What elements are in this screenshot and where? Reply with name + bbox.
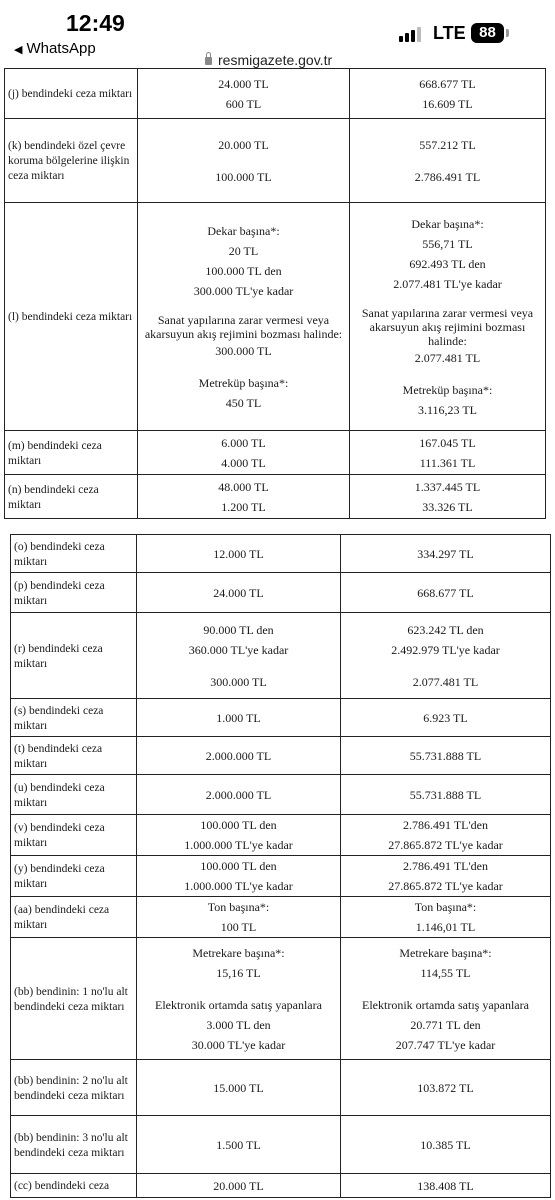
row-label-cell — [11, 1174, 137, 1198]
amount-line — [350, 368, 545, 380]
signal-icon — [399, 26, 421, 42]
amount-line: 668.677 TL — [417, 585, 474, 600]
lock-icon — [205, 57, 212, 65]
amount-line: 556,71 TL — [422, 236, 473, 251]
amount-line: 138.408 TL — [417, 1178, 474, 1193]
table-row — [11, 699, 551, 737]
amount-line: 10.385 TL — [420, 1137, 471, 1152]
new-amount-cell — [350, 203, 546, 431]
amount-line — [350, 294, 545, 306]
row-label-cell — [11, 613, 137, 699]
amount-line: 600 TL — [225, 96, 262, 111]
old-amount-cell — [138, 69, 350, 119]
row-label-cell — [5, 203, 138, 431]
old-amount-cell — [138, 119, 350, 203]
amount-line: 207.747 TL'ye kadar — [395, 1037, 496, 1052]
clock: 12:49 — [66, 10, 125, 36]
amount-line: 2.000.000 TL — [205, 748, 272, 763]
amount-line: 1.146,01 TL — [415, 920, 476, 934]
old-amount-cell — [138, 203, 350, 431]
old-amount-cell — [138, 475, 350, 519]
amount-line: 12.000 TL — [213, 546, 264, 561]
row-label: (cc) bendindeki ceza — [14, 1180, 110, 1192]
row-label-cell — [11, 1060, 137, 1116]
amount-line — [137, 983, 340, 995]
new-amount-cell — [341, 897, 551, 938]
row-label: (o) bendindeki ceza miktarı — [14, 540, 105, 568]
amount-line: 6.923 TL — [423, 710, 468, 725]
amount-line: 27.865.872 TL'ye kadar — [388, 838, 503, 852]
row-label-cell — [11, 737, 137, 775]
amount-line: 2.077.481 TL — [412, 674, 479, 689]
back-arrow-icon: ◀ — [14, 44, 23, 56]
amount-line: Elektronik ortamda satış yapanlara — [155, 997, 322, 1012]
amount-line: 90.000 TL den — [203, 622, 274, 637]
table-row — [11, 815, 551, 856]
row-label-cell — [11, 815, 137, 856]
table-row — [5, 69, 546, 119]
amount-line — [341, 983, 550, 995]
row-label-cell — [5, 431, 138, 475]
amount-line: 27.865.872 TL'ye kadar — [388, 879, 503, 893]
new-amount-cell — [341, 938, 551, 1060]
amount-line: 48.000 TL — [218, 479, 269, 494]
row-label-cell — [11, 775, 137, 815]
row-label: (r) bendindeki ceza miktarı — [14, 642, 103, 670]
table-row — [11, 775, 551, 815]
table-row — [11, 535, 551, 573]
amount-line: 2.000.000 TL — [205, 787, 272, 802]
amount-line: 100.000 TL den — [200, 859, 277, 873]
old-amount-cell — [137, 938, 341, 1060]
penalty-table-top — [4, 68, 546, 519]
url-bar[interactable] — [205, 52, 332, 68]
row-label: (p) bendindeki ceza miktarı — [14, 579, 105, 607]
amount-line: 1.000.000 TL'ye kadar — [184, 838, 293, 852]
amount-line: 2.786.491 TL'den — [403, 818, 488, 832]
row-label: (j) bendindeki ceza miktarı — [8, 88, 133, 100]
amount-line: 15.000 TL — [213, 1080, 264, 1095]
new-amount-cell — [341, 737, 551, 775]
table-row — [11, 573, 551, 613]
amount-line: 100.000 TL den — [200, 818, 277, 832]
amount-line: 24.000 TL — [218, 76, 269, 91]
amount-line: 15,16 TL — [216, 965, 261, 980]
amount-line: 55.731.888 TL — [409, 787, 482, 802]
old-amount-cell — [137, 573, 341, 613]
battery-cap-icon — [506, 29, 509, 37]
old-amount-cell — [137, 815, 341, 856]
amount-line: 103.872 TL — [417, 1080, 474, 1095]
amount-line: 24.000 TL — [213, 585, 264, 600]
amount-line: Sanat yapılarına zarar vermesi veya akarsuyun akış rejimini bozması halinde: — [361, 305, 534, 348]
row-label-cell — [11, 573, 137, 613]
amount-line: Metreküp başına*: — [402, 382, 493, 397]
amount-line: Metrekare başına*: — [192, 945, 285, 960]
amount-line: Sanat yapılarına zarar vermesi veya akarsuyun akış rejimini bozması halinde: — [144, 312, 343, 341]
amount-line: Ton başına*: — [207, 900, 270, 914]
amount-line: 360.000 TL'ye kadar — [188, 642, 289, 657]
back-to-app-button[interactable] — [14, 40, 96, 57]
old-amount-cell — [137, 1060, 341, 1116]
amount-line: 1.000 TL — [216, 710, 261, 725]
old-amount-cell — [137, 897, 341, 938]
row-label: (k) bendindeki özel çevre koruma bölgelerine ilişkin ceza miktarı — [8, 140, 130, 182]
old-amount-cell — [137, 737, 341, 775]
amount-line: 33.326 TL — [422, 499, 473, 514]
old-amount-cell — [137, 699, 341, 737]
amount-line: 2.786.491 TL'den — [403, 859, 488, 873]
new-amount-cell — [350, 69, 546, 119]
amount-line: 3.116,23 TL — [418, 402, 477, 417]
row-label: (bb) bendinin: 2 no'lu alt bendindeki ceza miktarı — [14, 1074, 128, 1102]
amount-line — [138, 301, 349, 313]
table-row — [11, 1060, 551, 1116]
old-amount-cell — [138, 431, 350, 475]
amount-line: 20.000 TL — [218, 137, 269, 152]
penalty-table-bottom — [10, 534, 551, 1198]
row-label-cell — [11, 535, 137, 573]
amount-line: 1.337.445 TL — [414, 479, 481, 494]
amount-line — [137, 660, 340, 672]
table-row — [5, 203, 546, 431]
row-label-cell — [11, 938, 137, 1060]
table-row — [11, 1116, 551, 1174]
row-label: (t) bendindeki ceza miktarı — [14, 742, 103, 770]
row-label: (aa) bendindeki ceza miktarı — [14, 904, 110, 931]
amount-line: Dekar başına*: — [411, 216, 484, 231]
row-label: (n) bendindeki ceza miktarı — [8, 483, 99, 511]
amount-line: 100 TL — [220, 920, 257, 934]
url-text: resmigazete.gov.tr — [218, 52, 333, 68]
amount-line: 300.000 TL — [210, 674, 267, 689]
amount-line: Metreküp başına*: — [198, 375, 289, 390]
new-amount-cell — [341, 699, 551, 737]
network-label: LTE — [433, 23, 466, 43]
table-row — [5, 475, 546, 519]
table-row — [5, 431, 546, 475]
amount-line: 1.000.000 TL'ye kadar — [184, 879, 293, 893]
amount-line: 3.000 TL den — [206, 1017, 271, 1032]
amount-line: 30.000 TL'ye kadar — [191, 1037, 286, 1052]
amount-line: 2.077.481 TL'ye kadar — [393, 276, 502, 291]
new-amount-cell — [341, 775, 551, 815]
amount-line: 334.297 TL — [417, 546, 474, 561]
battery-icon: 88 — [471, 23, 504, 43]
amount-line: 100.000 TL den — [205, 263, 282, 278]
table-row — [11, 737, 551, 775]
old-amount-cell — [137, 775, 341, 815]
new-amount-cell — [341, 815, 551, 856]
old-amount-cell — [137, 856, 341, 897]
new-amount-cell — [341, 1174, 551, 1198]
amount-line: Elektronik ortamda satış yapanlara — [362, 997, 529, 1012]
row-label-cell — [5, 69, 138, 119]
back-app-label: WhatsApp — [26, 40, 96, 57]
amount-line: 1.200 TL — [221, 499, 266, 514]
table-row — [11, 1174, 551, 1198]
row-label: (bb) bendinin: 1 no'lu alt bendindeki ceza miktarı — [14, 985, 128, 1013]
row-label: (l) bendindeki ceza miktarı — [8, 311, 133, 323]
new-amount-cell — [341, 1060, 551, 1116]
amount-line: 6.000 TL — [221, 435, 266, 450]
amount-line: 668.677 TL — [419, 76, 476, 91]
row-label: (bb) bendinin: 3 no'lu alt bendindeki ceza miktarı — [14, 1131, 128, 1159]
row-label-cell — [11, 897, 137, 938]
amount-line: Dekar başına*: — [207, 223, 280, 238]
amount-line — [350, 155, 545, 167]
new-amount-cell — [341, 1116, 551, 1174]
amount-line: 55.731.888 TL — [409, 748, 482, 763]
amount-line — [138, 361, 349, 373]
row-label: (u) bendindeki ceza miktarı — [14, 781, 105, 809]
row-label: (y) bendindeki ceza miktarı — [14, 863, 105, 890]
row-label: (s) bendindeki ceza miktarı — [14, 704, 104, 732]
amount-line: 2.786.491 TL — [414, 169, 481, 184]
amount-line: 20.000 TL — [213, 1178, 264, 1193]
table-row — [11, 897, 551, 938]
table-row — [11, 613, 551, 699]
new-amount-cell — [350, 431, 546, 475]
table-row — [11, 938, 551, 1060]
amount-line — [138, 155, 349, 167]
new-amount-cell — [350, 475, 546, 519]
amount-line — [341, 660, 550, 672]
amount-line: 2.492.979 TL'ye kadar — [391, 642, 500, 657]
row-label-cell — [5, 475, 138, 519]
old-amount-cell — [137, 613, 341, 699]
row-label-cell — [5, 119, 138, 203]
amount-line: 623.242 TL den — [407, 622, 484, 637]
amount-line: 100.000 TL — [215, 169, 272, 184]
amount-line: 300.000 TL — [215, 343, 272, 358]
row-label: (m) bendindeki ceza miktarı — [8, 439, 102, 467]
new-amount-cell — [341, 573, 551, 613]
amount-line: 16.609 TL — [422, 96, 473, 111]
amount-line: 450 TL — [225, 395, 262, 410]
amount-line: 4.000 TL — [221, 455, 266, 470]
new-amount-cell — [350, 119, 546, 203]
amount-line: Ton başına*: — [414, 900, 477, 914]
row-label-cell — [11, 856, 137, 897]
row-label-cell — [11, 699, 137, 737]
old-amount-cell — [137, 1174, 341, 1198]
amount-line: 2.077.481 TL — [414, 350, 481, 365]
amount-line: 167.045 TL — [419, 435, 476, 450]
table-row — [11, 856, 551, 897]
amount-line: 114,55 TL — [420, 965, 471, 980]
amount-line: 1.500 TL — [216, 1137, 261, 1152]
row-label: (v) bendindeki ceza miktarı — [14, 822, 105, 849]
amount-line: 20.771 TL den — [410, 1017, 481, 1032]
new-amount-cell — [341, 535, 551, 573]
amount-line: 557.212 TL — [419, 137, 476, 152]
old-amount-cell — [137, 535, 341, 573]
old-amount-cell — [137, 1116, 341, 1174]
amount-line: 20 TL — [228, 243, 259, 258]
row-label-cell — [11, 1116, 137, 1174]
amount-line: 111.361 TL — [419, 455, 476, 470]
table-row — [5, 119, 546, 203]
new-amount-cell — [341, 856, 551, 897]
amount-line: Metrekare başına*: — [399, 945, 492, 960]
amount-line: 300.000 TL'ye kadar — [193, 283, 294, 298]
status-bar — [0, 0, 555, 68]
amount-line: 692.493 TL den — [409, 256, 486, 271]
new-amount-cell — [341, 613, 551, 699]
